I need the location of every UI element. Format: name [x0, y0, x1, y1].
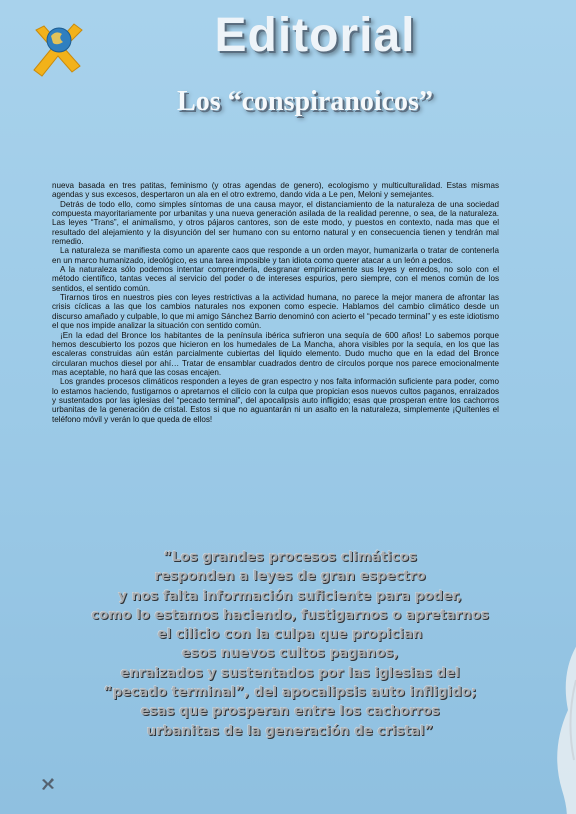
pull-quote-line: responden a leyes de gran espectro [154, 569, 426, 585]
pull-quote-line: urbanitas de la generación de cristal” [146, 723, 434, 739]
article-paragraph: Tirarnos tiros en nuestros pies con leyes restrictivas a la actividad humana, no parece la mejor manera de afrontar las crisis cíclicas a las que los cambios naturales nos exponen como especie. Hablamos del cambio climático desde un discurso amañado y culpable, lo que mi amigo Sánchez Barrio denominó con acierto el “pecado terminal” y es este idiotismo el que nos impide analizar la situación con sentido común. [52, 293, 499, 331]
article-title: Los “conspiranoicos” [177, 86, 433, 117]
pull-quote-line: “Los grandes procesos climáticos [163, 550, 417, 565]
sun-cross-logo-icon [28, 18, 86, 80]
pull-quote-line: “pecado terminal”, del apocalipsis auto infligido; [103, 685, 477, 701]
pull-quote-line: enraizados y sustentados por las iglesias del [120, 665, 460, 681]
article-body [52, 181, 499, 424]
pull-quote-line: el cilicio con la culpa que propician [157, 627, 423, 643]
article-paragraph: La naturaleza se manifiesta como un aparente caos que responde a un orden mayor, humanizarla o tratar de contenerla en un marco humanizado, ideológico, es una tarea imposible y tan idiota como querer atacar a un león a pedos. [52, 246, 499, 265]
small-cross-logo-icon [40, 776, 56, 792]
article-paragraph: Los grandes procesos climáticos responden a leyes de gran espectro y nos falta información suficiente para poder, como lo estamos haciendo, fustigarnos o apretarnos el cilicio con la culpa que propician esos nuevos cultos paganos, enraizados y sustentados por las iglesias del “pecado terminal”, del apocalipsis auto infligido; esas que prosperan entre los cachorros urbanitas de la generación de cristal. Estos si que no aguantarán ni un asalto en la naturaleza, simplemente ¡Quítenles el teléfono móvil y verán lo que queda de ellos! [52, 377, 499, 424]
article-paragraph: ¡En la edad del Bronce los habitantes de la península ibérica sufrieron una sequía de 600 años! Lo sabemos porque hemos descubierto los pozos que hicieron en los humedales de La Mancha, ahora visibles por la sequía, en los que las escaleras construidas aún están parcialmente cubiertas del liquido elemento. Dudo mucho que en la edad del Bronce circularan muchos diesel por ahí… Tratar de ensamblar cuadrados dentro de círculos porque nos parece emocionalmente mas aceptable, no hará que las cosas encajen. [52, 330, 499, 377]
article-paragraph: nueva basada en tres patitas, feminismo (y otras agendas de genero), ecologismo y multiculturalidad. Estas mismas agendas y sus excesos, despertaron un ala en el otro extremo, dando vida a Le pen, Meloni y semejantes. [52, 181, 499, 200]
pull-quote-line: como lo estamos haciendo, fustigarnos o apretarnos [91, 607, 489, 623]
section-title: Editorial [214, 9, 416, 62]
article-paragraph: Detrás de todo ello, como simples síntomas de una causa mayor, el distanciamiento de la naturaleza de una sociedad compuesta mayoritariamente por urbanitas y una nueva generación asilada de la realidad perenne, o sea, de la naturaleza. Las leyes “Trans”, el animalismo, y otros pájaros cantores, son de este modo, y puestos en contexto, nada mas que el resultado del alejamiento y la disyunción del ser humano con su entorno natural y en consecuencia tienen y tendrán mal remedio. [52, 199, 499, 247]
article-paragraph: A la naturaleza sólo podemos intentar comprenderla, desgranar empíricamente sus leyes y enredos, no solo con el método científico, tantas veces al servicio del poder o de intereses espurios, pero siempre, con el menos común de los sentidos, el sentido común. [52, 265, 499, 293]
pull-quote-line: y nos falta información suficiente para poder, [118, 588, 462, 604]
pull-quote [60, 548, 520, 741]
pull-quote-line: esas que prosperan entre los cachorros [140, 704, 440, 720]
background-figure [520, 640, 576, 814]
pull-quote-line: esos nuevos cultos paganos, [181, 646, 399, 662]
